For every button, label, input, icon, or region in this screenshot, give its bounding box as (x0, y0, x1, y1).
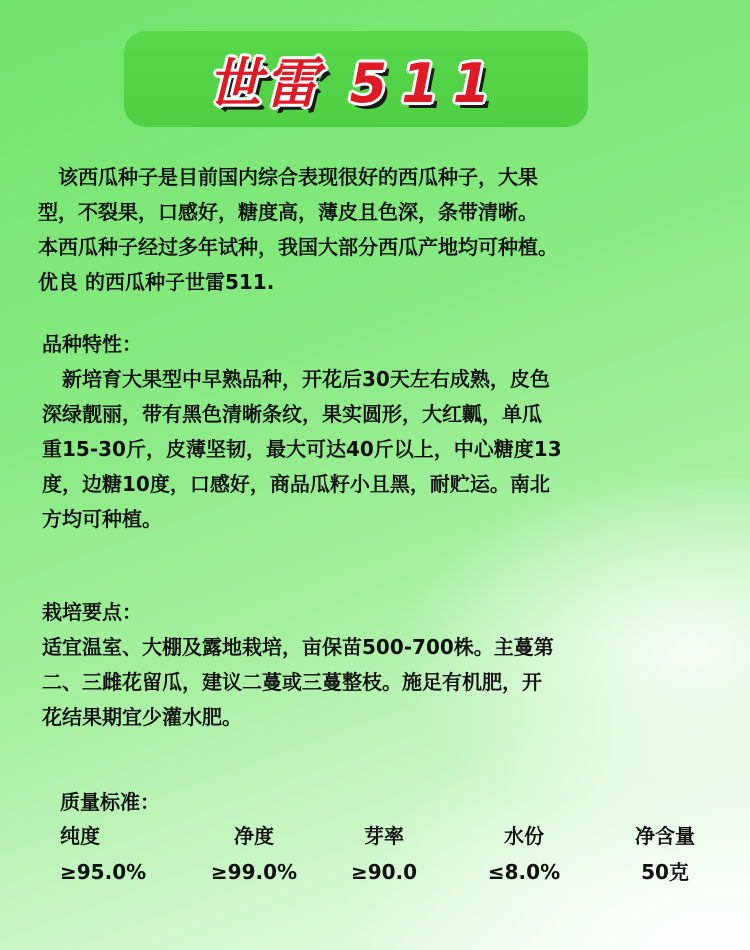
variety-line: 新培育大果型中早熟品种，开花后30天左右成熟，皮色 (42, 367, 550, 391)
intro-line: 本西瓜种子经过多年试种，我国大部分西瓜产地均可种植。 (38, 235, 558, 259)
intro-line: 该西瓜种子是目前国内综合表现很好的西瓜种子，大果 (38, 165, 538, 189)
intro-line: 型，不裂果，口感好，糖度高，薄皮且色深，条带清晰。 (38, 200, 538, 224)
quality-value-germination: ≥90.0 (350, 860, 418, 884)
variety-line: 深绿靓丽，带有黑色清晰条纹，果实圆形，大红瓤，单瓜 (42, 402, 542, 426)
quality-value-net-content: 50克 (641, 860, 689, 884)
quality-value-moisture: ≤8.0% (487, 860, 561, 884)
quality-value-cleanliness: ≥99.0% (210, 860, 298, 884)
variety-heading: 品种特性： (42, 332, 142, 356)
quality-label-purity: 纯度 (60, 824, 100, 848)
quality-value-purity: ≥95.0% (60, 860, 147, 884)
brand-name: 世雷 (207, 51, 322, 115)
cultivation-line: 花结果期宜少灌水肥。 (42, 705, 242, 729)
variety-line: 重15-30斤，皮薄坚韧，最大可达40斤以上，中心糖度13 (42, 437, 562, 461)
cultivation-paragraph (42, 630, 554, 735)
variety-line: 方均可种植。 (42, 507, 162, 531)
quality-label-germination: 芽率 (364, 824, 404, 848)
variety-paragraph (42, 362, 562, 537)
intro-line: 优良 的西瓜种子世雷511. (38, 270, 275, 294)
intro-paragraph (38, 160, 558, 300)
brand-number: 511 (349, 51, 505, 115)
brand-title (208, 41, 505, 118)
cultivation-line: 二、三雌花留瓜，建议二蔓或三蔓整枝。施足有机肥，开 (42, 670, 542, 694)
quality-label-cleanliness: 净度 (234, 824, 274, 848)
cultivation-line: 适宜温室、大棚及露地栽培，亩保苗500-700株。主蔓第 (42, 635, 554, 659)
quality-heading: 质量标准： (60, 790, 160, 814)
quality-label-net-content: 净含量 (635, 824, 695, 848)
quality-label-moisture: 水份 (504, 824, 544, 848)
cultivation-heading: 栽培要点： (42, 600, 142, 624)
title-banner (124, 31, 588, 127)
variety-line: 度，边糖10度，口感好，商品瓜籽小且黑，耐贮运。南北 (42, 472, 550, 496)
quality-table (60, 822, 730, 886)
